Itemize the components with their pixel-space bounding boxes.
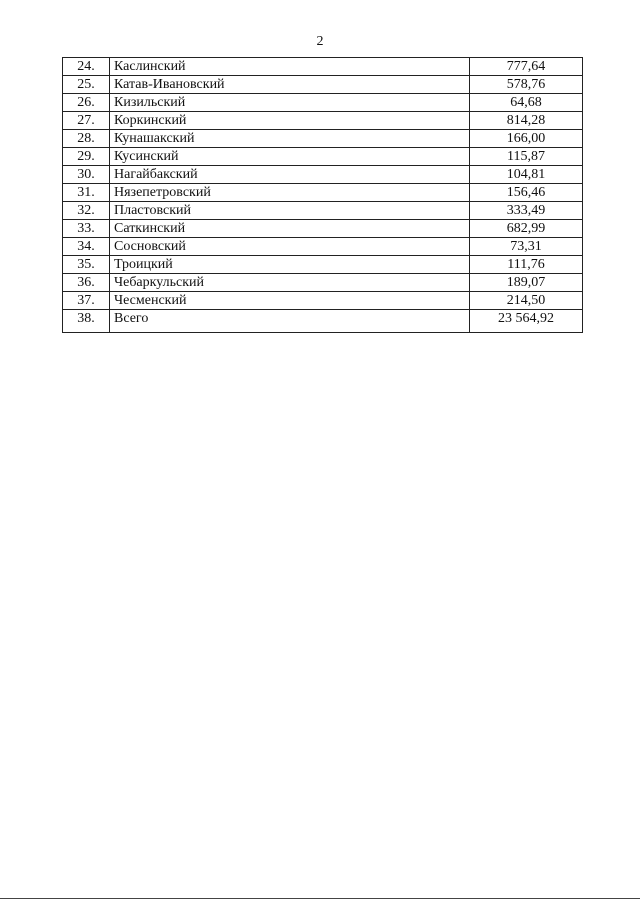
table-row [63,148,583,166]
district-name: Сосновский [110,238,470,256]
district-name: Чебаркульский [110,274,470,292]
district-value: 578,76 [470,76,583,94]
district-name: Чесменский [110,292,470,310]
district-value: 156,46 [470,184,583,202]
row-number: 25. [63,76,110,94]
district-value: 189,07 [470,274,583,292]
row-number: 38. [63,310,110,333]
table-row [63,256,583,274]
district-name: Кунашакский [110,130,470,148]
table-row [63,184,583,202]
district-name: Пластовский [110,202,470,220]
district-value: 111,76 [470,256,583,274]
table-row [63,94,583,112]
district-value: 777,64 [470,58,583,76]
row-number: 29. [63,148,110,166]
district-value: 166,00 [470,130,583,148]
total-value: 23 564,92 [470,310,583,333]
row-number: 28. [63,130,110,148]
district-name: Кизильский [110,94,470,112]
district-name: Саткинский [110,220,470,238]
row-number: 31. [63,184,110,202]
district-name: Каслинский [110,58,470,76]
row-number: 37. [63,292,110,310]
table-row [63,274,583,292]
table-row-total [63,310,583,333]
row-number: 24. [63,58,110,76]
row-number: 34. [63,238,110,256]
row-number: 35. [63,256,110,274]
table-row [63,238,583,256]
table-row [63,292,583,310]
district-value: 104,81 [470,166,583,184]
district-name: Коркинский [110,112,470,130]
table-row [63,220,583,238]
table-row [63,202,583,220]
total-label: Всего [110,310,470,333]
districts-table [62,57,583,333]
page-bottom-edge [0,898,640,899]
district-value: 814,28 [470,112,583,130]
table-row [63,166,583,184]
row-number: 27. [63,112,110,130]
district-name: Нязепетровский [110,184,470,202]
districts-table-body [63,58,583,333]
district-value: 333,49 [470,202,583,220]
page-number: 2 [316,34,324,49]
table-row [63,112,583,130]
row-number: 30. [63,166,110,184]
district-value: 64,68 [470,94,583,112]
row-number: 32. [63,202,110,220]
district-value: 214,50 [470,292,583,310]
district-value: 682,99 [470,220,583,238]
district-name: Нагайбакский [110,166,470,184]
table-row [63,58,583,76]
table-row [63,76,583,94]
district-value: 73,31 [470,238,583,256]
district-name: Катав-Ивановский [110,76,470,94]
row-number: 36. [63,274,110,292]
row-number: 26. [63,94,110,112]
district-name: Троицкий [110,256,470,274]
table-row [63,130,583,148]
row-number: 33. [63,220,110,238]
district-name: Кусинский [110,148,470,166]
district-value: 115,87 [470,148,583,166]
